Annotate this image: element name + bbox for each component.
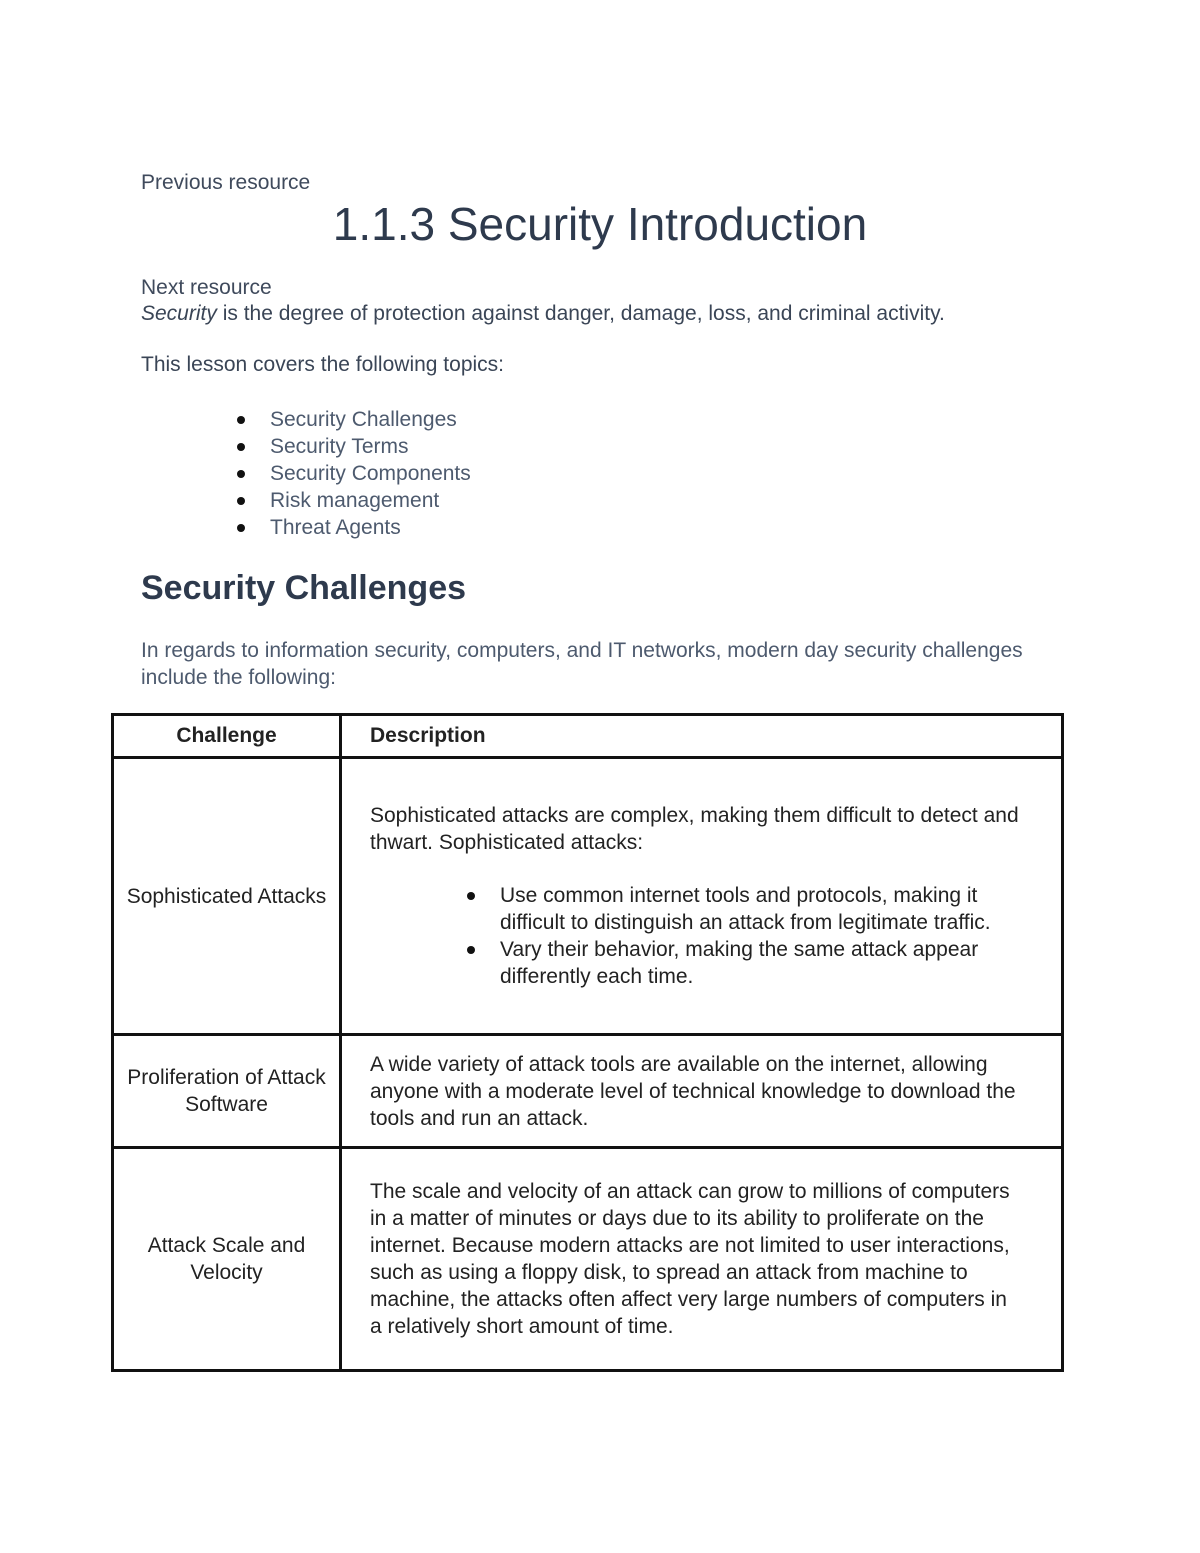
page-title: 1.1.3 Security Introduction [332,198,868,250]
description-cell [341,1035,1063,1148]
description-text: A wide variety of attack tools are available on the internet, allowing anyone with a moderate level of technical knowledge to download the tools and run an attack. [370,1052,1016,1130]
section-heading: Security Challenges [141,569,467,607]
topic-item: Security Challenges [270,406,471,433]
previous-resource-link[interactable]: Previous resource [141,171,311,194]
intro-paragraph [141,301,945,327]
next-resource-link[interactable]: Next resource [141,276,272,299]
challenges-table [111,713,1064,1372]
table-row [113,758,1063,1035]
intro-text: is the degree of protection against danger, damage, loss, and criminal activity. [216,302,945,325]
column-header-description: Description [341,715,1063,758]
challenge-cell: Attack Scale and Velocity [113,1148,341,1371]
challenge-cell: Proliferation of Attack Software [113,1035,341,1148]
description-bullet: Use common internet tools and protocols, making it difficult to distinguish an attack from legitimate traffic. [500,882,1021,936]
topic-item: Threat Agents [270,514,471,541]
description-text: Sophisticated attacks are complex, making them difficult to detect and thwart. Sophisticated attacks: [370,804,1019,854]
description-bullets [500,882,1021,990]
table-header-row [113,715,1063,758]
section-lead: In regards to information security, computers, and IT networks, modern day security challenges include the following: [141,639,1023,689]
description-text: The scale and velocity of an attack can grow to millions of computers in a matter of minutes or days due to its ability to proliferate on the internet. Because modern attacks are not limited to user interactions, such as using a floppy disk, to spread an attack from machine to machine, the attacks often affect very large numbers of computers in a relatively short amount of time. [370,1180,1010,1338]
table-row [113,1148,1063,1371]
intro-term: Security [141,302,217,325]
topic-item: Risk management [270,487,471,514]
topic-item: Security Terms [270,433,471,460]
topic-item: Security Components [270,462,471,485]
topics-list [270,406,471,541]
description-cell [341,1148,1063,1371]
description-cell [341,758,1063,1035]
description-bullet: Vary their behavior, making the same attack appear differently each time. [500,936,1021,990]
column-header-challenge: Challenge [113,715,341,758]
topics-intro: This lesson covers the following topics: [141,353,504,376]
table-row [113,1035,1063,1148]
challenge-cell: Sophisticated Attacks [113,758,341,1035]
